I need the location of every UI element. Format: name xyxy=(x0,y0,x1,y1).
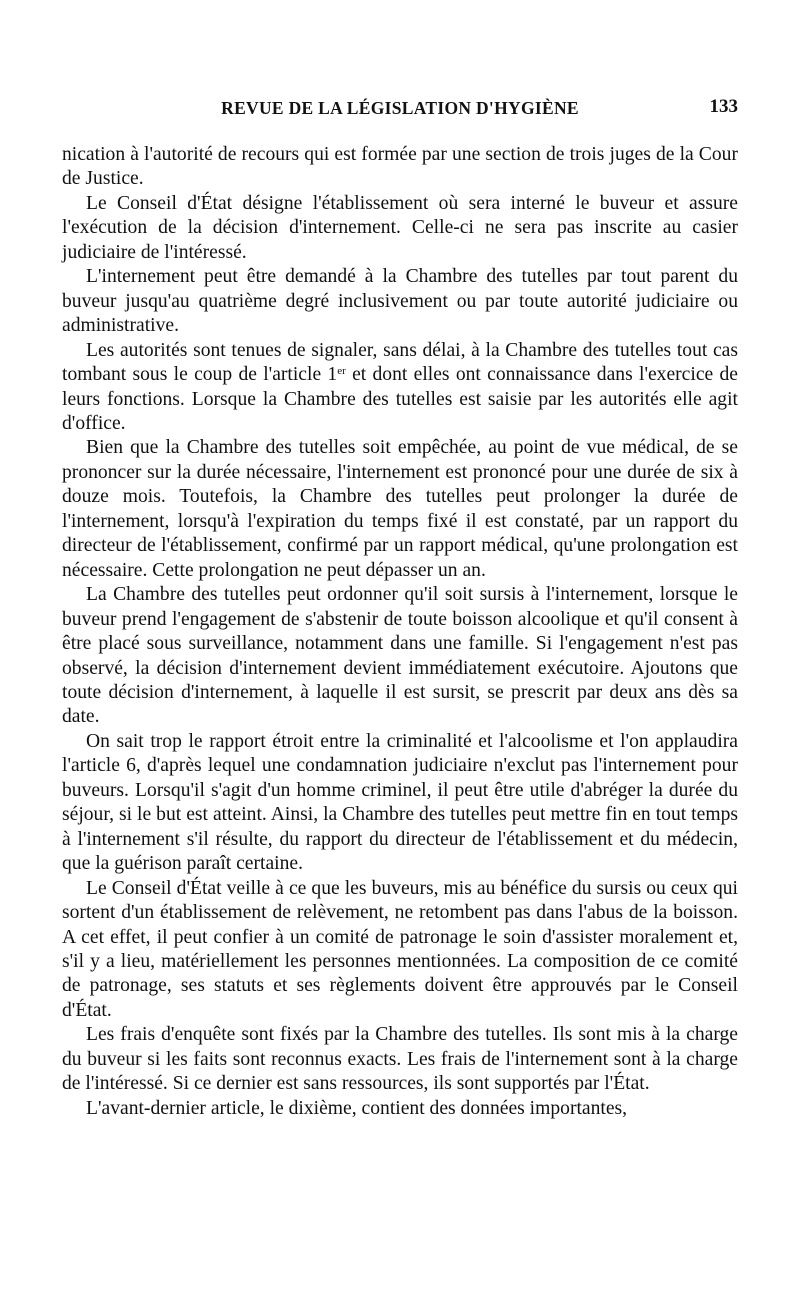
paragraph: Bien que la Chambre des tutelles soit empêchée, au point de vue médical, de se prononcer sur la durée nécessaire, l'internement est prononcé pour une durée de six à douze mois. Toutefois, la Chambre des tutelles peut prolonger la durée de l'internement, lorsqu'à l'expiration du temps fixé il est constaté, par un rapport du directeur de l'établissement, confirmé par un rapport médical, qu'une prolongation est nécessaire. Cette prolongation ne peut dépasser un an. xyxy=(62,437,738,581)
paragraph: L'internement peut être demandé à la Chambre des tutelles par tout parent du buveur jusqu'au quatrième degré inclusivement ou par toute autorité judiciaire ou administrative. xyxy=(62,266,738,337)
paragraph: La Chambre des tutelles peut ordonner qu'il soit sursis à l'internement, lorsque le buveur prend l'engagement de s'abstenir de toute boisson alcoolique et qu'il consent à être placé sous surveillance, notamment dans une famille. Si l'engagement n'est pas observé, la décision d'internement devient immédiatement exécutoire. Ajoutons que toute décision d'internement, à laquelle il est sursit, se prescrit par deux ans dès sa date. xyxy=(62,584,738,728)
paragraph: Le Conseil d'État veille à ce que les buveurs, mis au bénéfice du sursis ou ceux qui sortent d'un établissement de relèvement, ne retombent pas dans l'abus de la boisson. A cet effet, il peut confier à un comité de patronage le soin d'assister moralement et, s'il y a lieu, matériellement les personnes mentionnées. La composition de ce comité de patronage, ses statuts et ses règlements doivent être approuvés par le Conseil d'État. xyxy=(62,877,738,1021)
paragraph: L'avant-dernier article, le dixième, contient des données importantes, xyxy=(86,1097,628,1119)
paragraph: On sait trop le rapport étroit entre la criminalité et l'alcoolisme et l'on applaudira l'article 6, d'après lequel une condamnation judiciaire n'exclut pas l'internement pour buveurs. Lorsqu'il s'agit d'un homme criminel, il peut être utile d'abréger la durée du séjour, si le but est atteint. Ainsi, la Chambre des tutelles peut mettre fin en tout temps à l'internement s'il résulte, du rapport du directeur de l'établissement et du médecin, que la guérison paraît certaine. xyxy=(62,730,738,875)
paragraph: Les frais d'enquête sont fixés par la Chambre des tutelles. Ils sont mis à la charge du buveur si les faits sont reconnus exacts. Les frais de l'internement sont à la charge de l'intéressé. Si ce dernier est sans ressources, ils sont supportés par l'État. xyxy=(62,1024,738,1095)
running-title: REVUE DE LA LÉGISLATION D'HYGIÈNE xyxy=(221,98,579,118)
paragraph xyxy=(62,339,738,437)
page-header xyxy=(62,94,738,124)
page-number: 133 xyxy=(709,96,738,117)
paragraph-continued: nication à l'autorité de recours qui est formée par une section de trois juges de la Cour de Justice. xyxy=(62,144,738,190)
superscript: er xyxy=(337,365,346,378)
paragraph-text: et dont elles ont connaissance dans l'exercice de leurs fonctions. Lorsque la Chambre des tutelles est saisie par les autorités elle agit d'office. xyxy=(62,364,738,434)
paragraph: Le Conseil d'État désigne l'établissement où sera interné le buveur et assure l'exécution de la décision d'internement. Celle-ci ne sera pas inscrite au casier judiciaire de l'intéressé. xyxy=(62,192,738,263)
paragraph-text: Les autorités sont tenues de signaler, sans délai, à la Chambre des tutelles tout cas tombant sous le coup de l'article 1 xyxy=(62,339,738,386)
body-text xyxy=(62,143,738,1121)
